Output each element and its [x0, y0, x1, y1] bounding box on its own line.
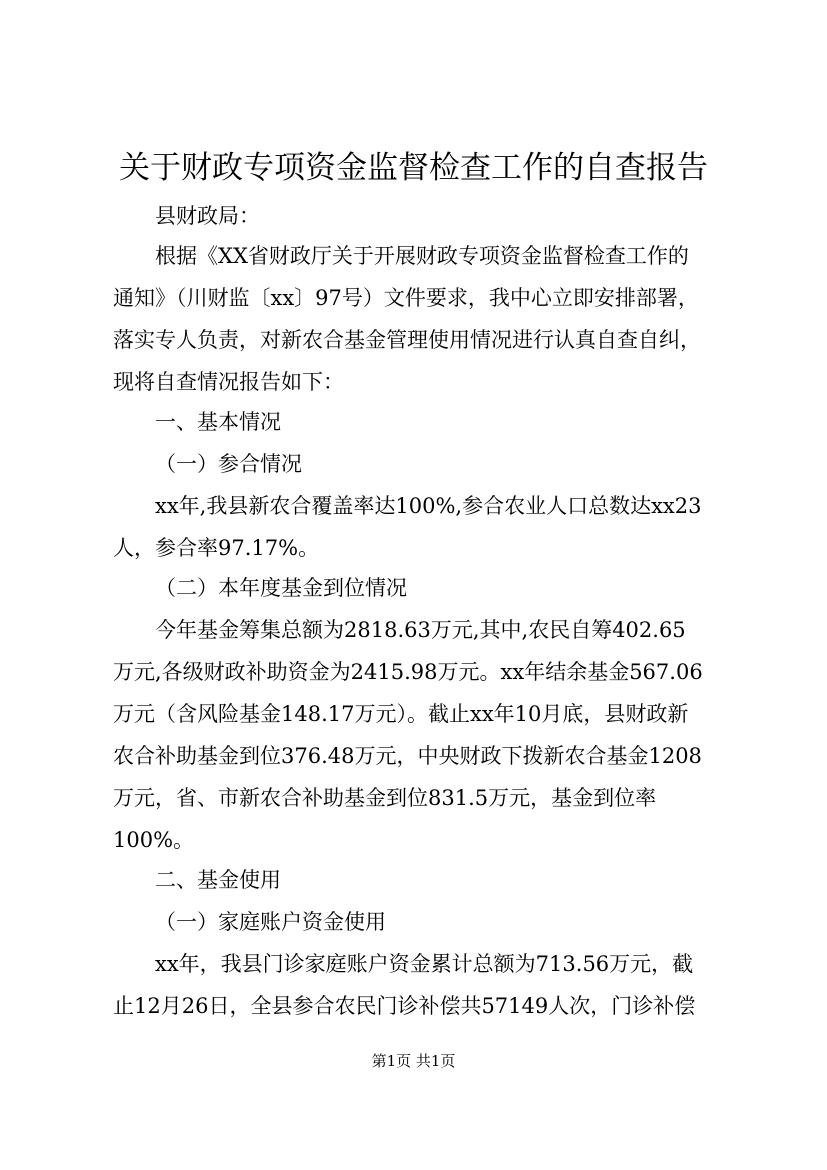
paragraph-line: 止12月26日，全县参合农民门诊补偿共57149人次，门诊补偿 — [113, 994, 696, 1018]
addressee: 县财政局： — [155, 204, 260, 228]
paragraph-line: 落实专人负责，对新农合基金管理使用情况进行认真自查自纠， — [113, 328, 701, 352]
paragraph-line: 现将自查情况报告如下： — [113, 370, 344, 394]
paragraph-line: 农合补助基金到位376.48万元，中央财政下拨新农合基金1208 — [113, 744, 702, 768]
document-title: 关于财政专项资金监督检查工作的自查报告 — [119, 150, 708, 186]
paragraph-line: 通知》（川财监〔xx〕97号）文件要求，我中心立即安排部署， — [113, 286, 699, 310]
paragraph-line: 万元,各级财政补助资金为2415.98万元。xx年结余基金567.06 — [113, 660, 703, 684]
paragraph-line: 根据《XX省财政厅关于开展财政专项资金监督检查工作的 — [155, 244, 689, 268]
paragraph-line: xx年，我县门诊家庭账户资金累计总额为713.56万元，截 — [155, 952, 694, 976]
section-heading: 一、基本情况 — [155, 410, 281, 434]
paragraph-line: xx年,我县新农合覆盖率达100%,参合农业人口总数达xx23 — [155, 494, 702, 518]
paragraph-line: 100%。 — [113, 828, 195, 852]
page-footer: 第1页 共1页 — [371, 1052, 456, 1070]
paragraph-line: 万元（含风险基金148.17万元）。截止xx年10月底，县财政新 — [113, 702, 689, 726]
paragraph-line: 万元，省、市新农合补助基金到位831.5万元，基金到位率 — [113, 786, 657, 810]
subsection-heading: （二）本年度基金到位情况 — [155, 576, 407, 600]
subsection-heading: （一）家庭账户资金使用 — [155, 910, 386, 934]
section-heading: 二、基金使用 — [155, 868, 281, 892]
paragraph-line: 今年基金筹集总额为2818.63万元,其中,农民自筹402.65 — [155, 618, 686, 642]
subsection-heading: （一）参合情况 — [155, 452, 302, 476]
paragraph-line: 人，参合率97.17%。 — [113, 536, 320, 560]
